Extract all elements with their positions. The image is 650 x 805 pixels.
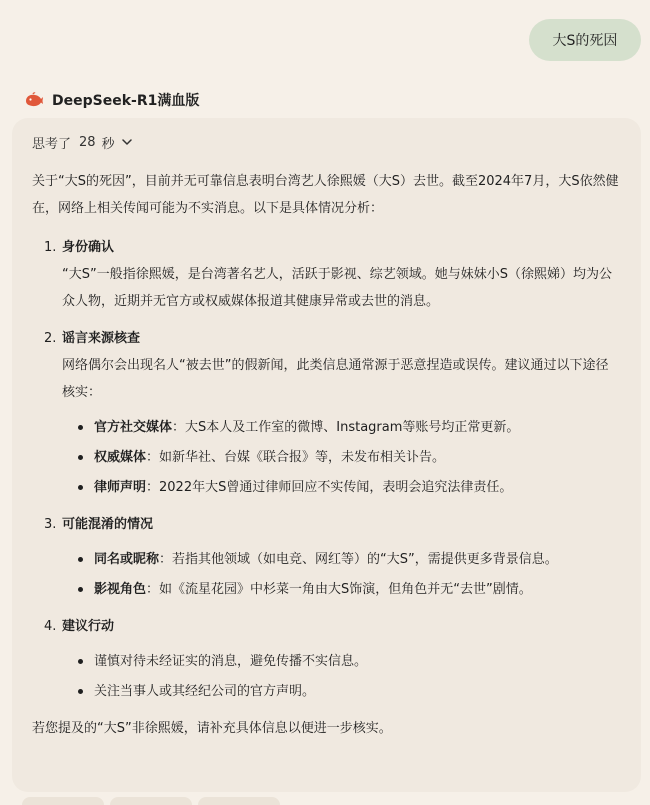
section-number: 2. <box>44 331 57 346</box>
section-number: 1. <box>44 240 57 255</box>
user-message-bubble <box>529 19 641 61</box>
whale-logo-icon <box>24 92 44 108</box>
list-item: 谨慎对待未经证实的消息，避免传播不实信息。 <box>78 648 619 675</box>
section-number: 4. <box>44 619 57 634</box>
section-number: 3. <box>44 517 57 532</box>
section-body: “大S”一般指徐熙媛，是台湾著名艺人，活跃于影视、综艺领域。她与妹妹小S（徐熙娣）均为公众人物，近期并无官方或权威媒体报道其健康异常或去世的消息。 <box>62 267 612 309</box>
answer-card <box>12 118 641 792</box>
list-item: 官方社交媒体：大S本人及工作室的微博、Instagram等账号均正常更新。 <box>78 414 619 441</box>
list-item: 影视角色：如《流星花园》中杉菜一角由大S饰演，但角色并无“去世”剧情。 <box>78 576 619 603</box>
bullet-list <box>62 648 619 705</box>
section-title: 建议行动 <box>62 619 115 634</box>
list-item: 律师声明：2022年大S曾通过律师回应不实传闻，表明会追究法律责任。 <box>78 474 619 501</box>
thinking-suffix: 秒 <box>101 136 115 152</box>
bullet-list <box>62 546 619 603</box>
section-actions <box>32 613 619 705</box>
section-identity <box>32 234 619 315</box>
thinking-seconds: 28 <box>79 134 96 150</box>
section-rumor-check <box>32 325 619 501</box>
section-body: 网络偶尔会出现名人“被去世”的假新闻，此类信息通常源于恶意捏造或误传。建议通过以下途径核实： <box>62 358 609 400</box>
section-title: 可能混淆的情况 <box>62 517 154 532</box>
thinking-toggle[interactable] <box>32 132 619 152</box>
list-item: 同名或昵称：若指其他领域（如电竞、网红等）的“大S”，需提供更多背景信息。 <box>78 546 619 573</box>
section-title: 身份确认 <box>62 240 115 255</box>
thinking-prefix: 思考了 <box>32 136 72 152</box>
chevron-down-icon <box>121 136 133 148</box>
suggestion-chips-edge <box>0 797 650 805</box>
chip-edge[interactable] <box>198 797 280 805</box>
answer-intro: 关于“大S的死因”，目前并无可靠信息表明台湾艺人徐熙媛（大S）去世。截至2024年7月，大S依然健在，网络上相关传闻可能为不实消息。以下是具体情况分析： <box>32 174 619 216</box>
section-title: 谣言来源核查 <box>62 331 141 346</box>
list-item: 关注当事人或其经纪公司的官方声明。 <box>78 678 619 705</box>
answer-closing: 若您提及的“大S”非徐熙媛，请补充具体信息以便进一步核实。 <box>32 721 392 736</box>
list-item: 权威媒体：如新华社、台媒《联合报》等，未发布相关讣告。 <box>78 444 619 471</box>
chip-edge[interactable] <box>22 797 104 805</box>
chip-edge[interactable] <box>110 797 192 805</box>
bullet-list <box>62 414 619 501</box>
model-header <box>24 90 199 110</box>
section-confusion <box>32 511 619 603</box>
model-name: DeepSeek-R1满血版 <box>52 93 200 109</box>
user-message-text: 大S的死因 <box>552 33 618 49</box>
